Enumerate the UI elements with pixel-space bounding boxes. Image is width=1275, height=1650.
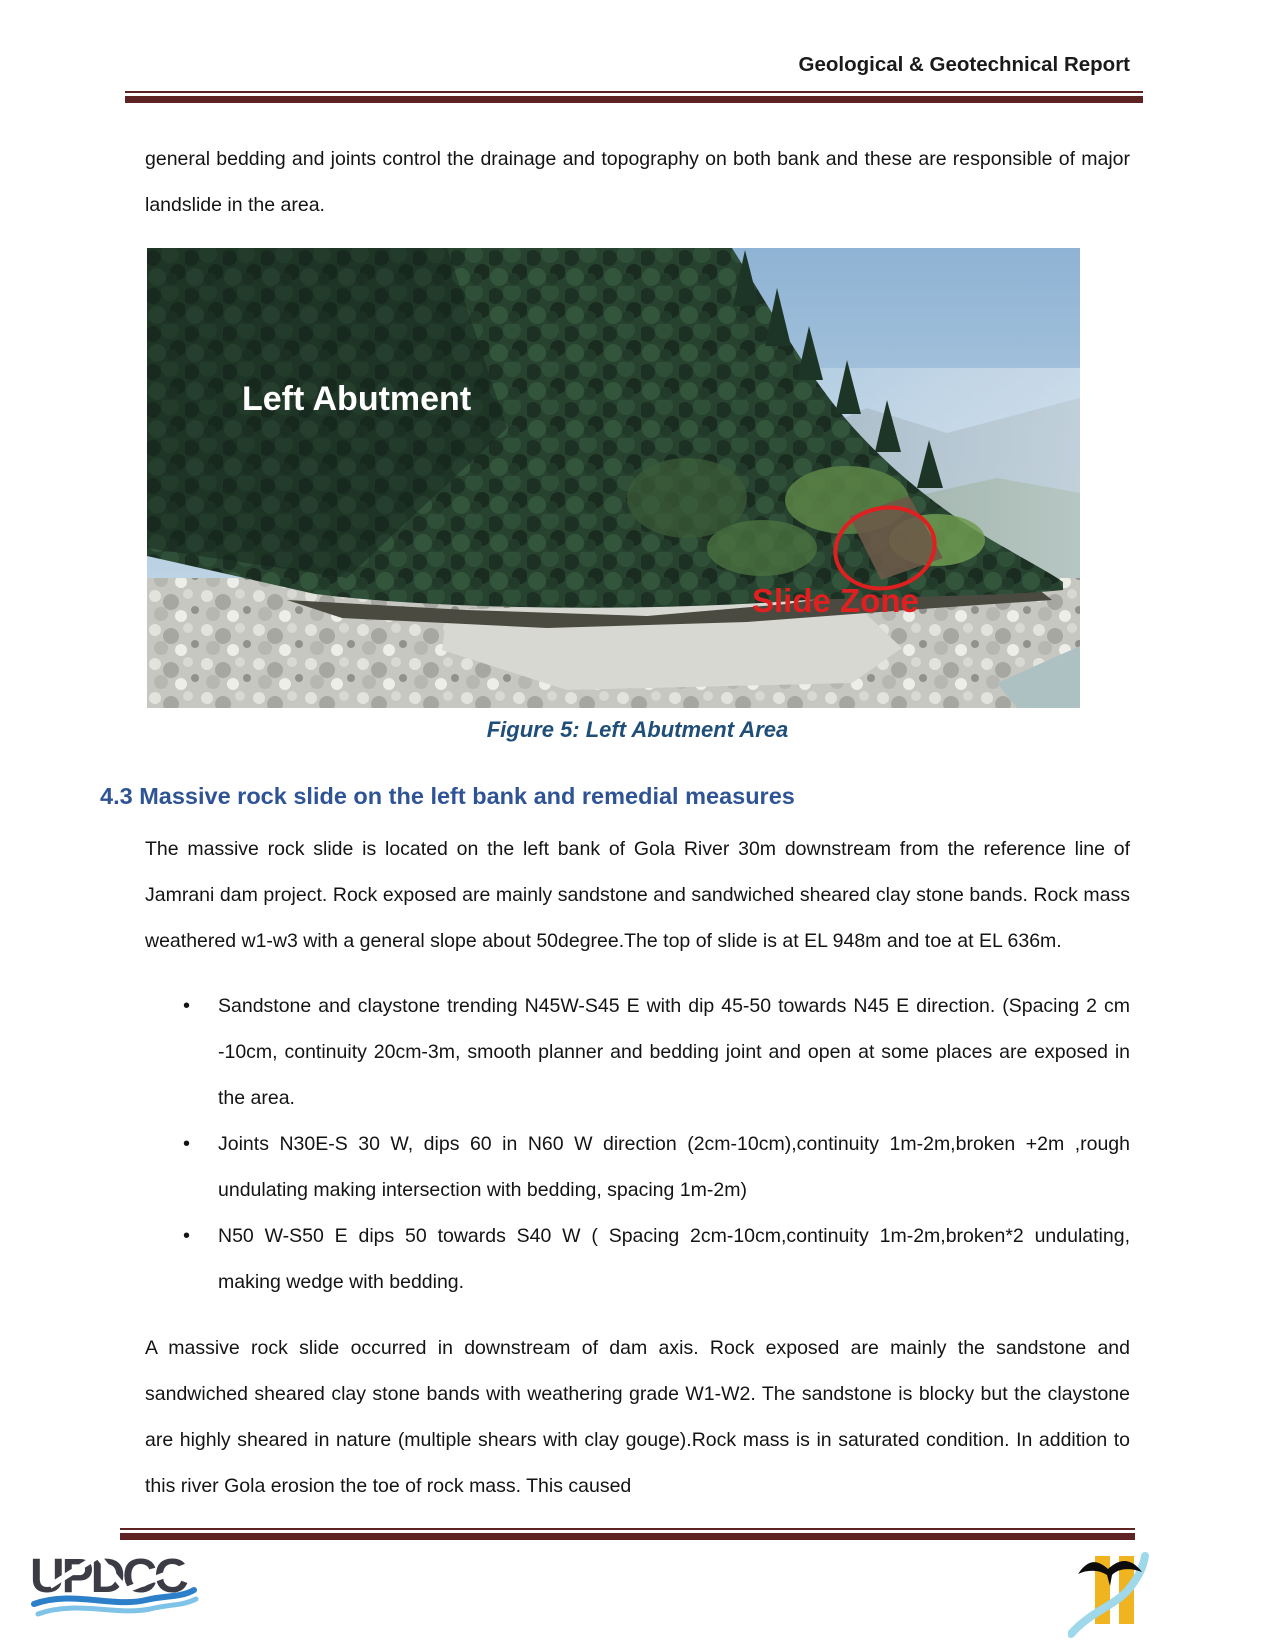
- updcc-logo-text: UPDCC: [30, 1550, 186, 1603]
- updcc-logo: [28, 1548, 204, 1626]
- list-item: • Joints N30E-S 30 W, dips 60 in N60 W direction (2cm-10cm),continuity 1m-2m,broken +2m ,rough undulating making intersection with bedding, spacing 1m-2m): [145, 1121, 1130, 1213]
- canopy: [627, 458, 747, 538]
- intro-paragraph: general bedding and joints control the drainage and topography on both bank and these are responsible of major landslide in the area.: [145, 148, 1130, 216]
- list-item: • Sandstone and claystone trending N45W-S45 E with dip 45-50 towards N45 E direction. (Spacing 2 cm -10cm, continuity 20cm-3m, smooth planner and bedding joint and open at some places are exposed in the area.: [145, 983, 1130, 1121]
- section-paragraph-1: The massive rock slide is located on the left bank of Gola River 30m downstream from the reference line of Jamrani dam project. Rock exposed are mainly sandstone and sandwiched sheared clay stone bands. Rock mass weathered w1-w3 with a general slope about 50degree.The top of slide is at EL 948m and toe at EL 636m.: [145, 837, 1130, 952]
- slide-zone-label: Slide Zone: [752, 581, 919, 619]
- section-paragraph-2: A massive rock slide occurred in downstream of dam axis. Rock exposed are mainly the sandstone and sandwiched sheared clay stone bands with weathering grade W1-W2. The sandstone is blocky but the claystone are highly sheared in nature (multiple shears with clay gouge).Rock mass is in saturated condition. In addition to this river Gola erosion the toe of rock mass. This caused: [145, 1336, 1130, 1497]
- figure-caption: Figure 5: Left Abutment Area: [486, 716, 789, 742]
- left-abutment-label: Left Abutment: [242, 379, 472, 418]
- header-title: Geological & Geotechnical Report: [798, 53, 1130, 76]
- page-header: [0, 0, 1275, 78]
- joint-observations-list: [145, 983, 1130, 1305]
- figure-5: [0, 248, 1275, 746]
- header-rule: [125, 91, 1143, 103]
- page-footer: [0, 1548, 1275, 1638]
- list-item: • N50 W-S50 E dips 50 towards S40 W ( Spacing 2cm-10cm,continuity 1m-2m,broken*2 undulating, making wedge with bedding.: [145, 1213, 1130, 1305]
- left-abutment-photo: [147, 248, 1080, 708]
- section-heading-4-3: 4.3 Massive rock slide on the left bank and remedial measures: [100, 782, 795, 809]
- eagle-logo: [1068, 1550, 1160, 1638]
- footer-rule: [120, 1528, 1135, 1540]
